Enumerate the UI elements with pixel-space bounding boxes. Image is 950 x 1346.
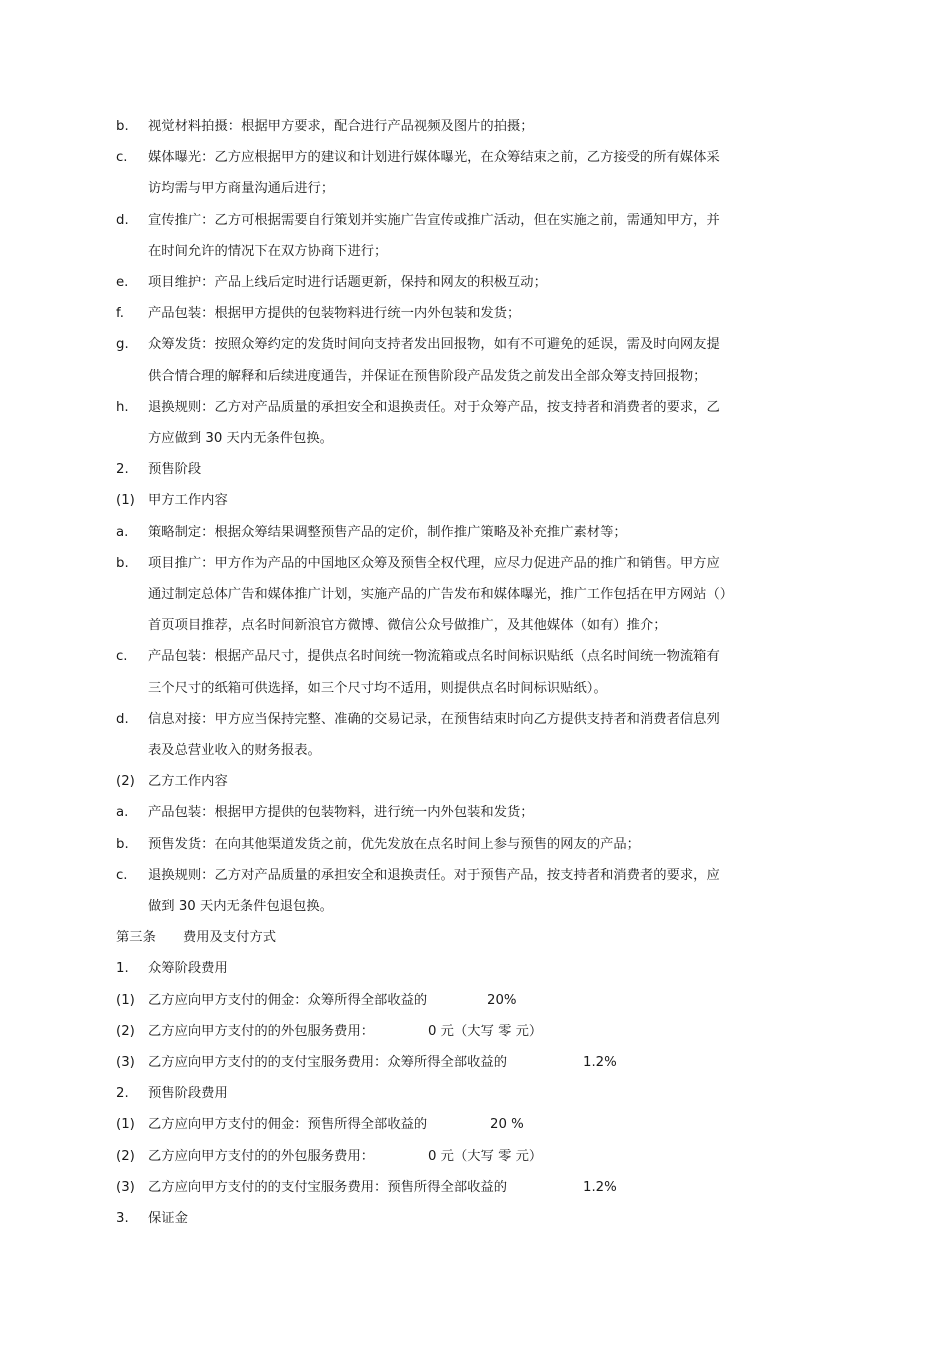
list-item-text: 众筹发货：按照众筹约定的发货时间向支持者发出回报物，如有不可避免的延误，需及时向网友提 [148,337,720,353]
list-item [0,116,950,138]
list-item [0,1146,950,1168]
fee-value: 1.2% [583,1055,617,1070]
list-item-text: 甲方工作内容 [148,493,228,509]
list-marker: a. [116,805,129,821]
list-item [0,865,950,887]
fee-value: 20 % [490,1117,524,1133]
list-item-continuation [0,896,950,918]
list-item [0,334,950,356]
list-item [0,147,950,169]
list-marker: c. [116,150,128,166]
list-item-text: 退换规则：乙方对产品质量的承担安全和退换责任。对于预售产品，按支持者和消费者的要求，应 [148,867,720,883]
list-marker: c. [116,649,128,665]
list-item [0,990,950,1012]
continuation-text: 首页项目推荐，点名时间新浪官方微博、微信公众号做推广，及其他媒体（如有）推介； [148,618,667,634]
list-marker: b. [116,119,129,134]
continuation-text: 表及总营业收入的财务报表。 [148,743,321,758]
list-item [0,459,950,481]
list-item [0,1114,950,1136]
list-item-text: 乙方应向甲方支付的的支付宝服务费用：众筹所得全部收益的 [148,1055,508,1070]
list-item-continuation [0,178,950,200]
list-item [0,1083,950,1105]
list-item [0,272,950,294]
list-item-text: 乙方应向甲方支付的佣金：预售所得全部收益的 [148,1117,428,1133]
list-marker: c. [116,867,128,883]
list-item-text: 策略制定：根据众筹结果调整预售产品的定价，制作推广策略及补充推广素材等； [148,524,627,540]
list-item-text: 乙方应向甲方支付的的外包服务费用： [148,1148,375,1164]
list-item-text: 乙方应向甲方支付的佣金：众筹所得全部收益的 [148,992,428,1008]
list-item [0,553,950,575]
list-item-text: 项目维护：产品上线后定时进行话题更新，保持和网友的积极互动； [148,275,547,290]
list-item-text: 预售阶段 [148,462,202,478]
list-marker: 2. [116,462,129,478]
list-item [0,303,950,325]
list-item-text: 乙方应向甲方支付的的外包服务费用： [148,1023,375,1039]
list-item-text: 项目推广：甲方作为产品的中国地区众筹及预售全权代理，应尽力促进产品的推广和销售。甲方应 [148,555,720,571]
list-item [0,771,950,793]
continuation-text: 在时间允许的情况下在双方协商下进行； [148,243,388,259]
list-marker: b. [116,836,129,852]
fee-value: 0 元（大写 零 元） [428,1148,543,1164]
list-item [0,802,950,824]
list-marker: 3. [116,1211,129,1226]
list-item-text: 保证金 [148,1211,188,1226]
list-marker: (2) [116,774,135,790]
list-marker: (3) [116,1179,135,1195]
list-item [0,522,950,544]
list-marker: f. [116,306,124,322]
list-marker: (2) [116,1023,135,1039]
list-marker: d. [116,212,129,228]
list-item-text: 乙方工作内容 [148,774,228,790]
continuation-text: 做到 30 天内无条件包退包换。 [148,899,333,914]
list-marker: a. [116,524,129,540]
list-marker: (1) [116,493,135,509]
section-heading [0,927,950,949]
list-marker: b. [116,555,129,571]
list-item-text: 预售发货：在向其他渠道发货之前，优先发放在点名时间上参与预售的网友的产品； [148,836,640,852]
list-marker: (2) [116,1148,135,1164]
list-marker: e. [116,275,129,290]
list-marker: 1. [116,961,129,977]
list-marker: (1) [116,1117,135,1133]
list-item [0,1177,950,1199]
list-marker: (3) [116,1055,135,1070]
list-marker: h. [116,399,129,415]
list-item [0,834,950,856]
list-item-text: 媒体曝光：乙方应根据甲方的建议和计划进行媒体曝光，在众筹结束之前，乙方接受的所有媒体采 [148,150,720,166]
list-item [0,1052,950,1074]
continuation-text: 供合情合理的解释和后续进度通告，并保证在预售阶段产品发货之前发出全部众筹支持回报物； [148,368,707,384]
list-item [0,1208,950,1230]
list-item [0,210,950,232]
list-marker: 2. [116,1086,129,1102]
section-number: 第三条 [116,930,156,946]
list-item-continuation [0,678,950,700]
list-item-text: 退换规则：乙方对产品质量的承担安全和退换责任。对于众筹产品，按支持者和消费者的要求，乙 [148,399,720,415]
section-title: 费用及支付方式 [183,930,277,946]
list-item-continuation [0,428,950,450]
list-item-continuation [0,241,950,263]
list-marker: d. [116,711,129,727]
list-marker: g. [116,337,129,353]
list-item [0,490,950,512]
list-item-text: 乙方应向甲方支付的的支付宝服务费用：预售所得全部收益的 [148,1179,508,1195]
list-item [0,646,950,668]
list-item [0,958,950,980]
fee-value: 20% [487,992,517,1008]
list-item-continuation [0,615,950,637]
list-marker: (1) [116,992,135,1008]
list-item-text: 预售阶段费用 [148,1086,228,1102]
list-item-text: 产品包装：根据甲方提供的包装物料进行统一内外包装和发货； [148,306,521,322]
continuation-text: 访均需与甲方商量沟通后进行； [148,181,335,197]
fee-value: 1.2% [583,1179,617,1195]
list-item [0,397,950,419]
list-item-continuation [0,584,950,606]
continuation-text: 方应做到 30 天内无条件包换。 [148,431,333,446]
list-item-continuation [0,740,950,762]
list-item-text: 产品包装：根据甲方提供的包装物料，进行统一内外包装和发货； [148,805,534,821]
list-item-continuation [0,366,950,388]
list-item-text: 众筹阶段费用 [148,961,228,977]
list-item-text: 信息对接：甲方应当保持完整、准确的交易记录，在预售结束时向乙方提供支持者和消费者信息列 [148,711,720,727]
list-item-text: 视觉材料拍摄：根据甲方要求，配合进行产品视频及图片的拍摄； [148,119,534,134]
continuation-text: 通过制定总体广告和媒体推广计划，实施产品的广告发布和媒体曝光，推广工作包括在甲方网站（） [148,587,734,602]
list-item [0,1021,950,1043]
list-item-text: 宣传推广：乙方可根据需要自行策划并实施广告宣传或推广活动，但在实施之前，需通知甲方，并 [148,212,720,228]
list-item [0,709,950,731]
list-item-text: 产品包装：根据产品尺寸，提供点名时间统一物流箱或点名时间标识贴纸（点名时间统一物流箱有 [148,649,720,665]
continuation-text: 三个尺寸的纸箱可供选择，如三个尺寸均不适用，则提供点名时间标识贴纸）。 [148,680,607,696]
fee-value: 0 元（大写 零 元） [428,1023,543,1039]
